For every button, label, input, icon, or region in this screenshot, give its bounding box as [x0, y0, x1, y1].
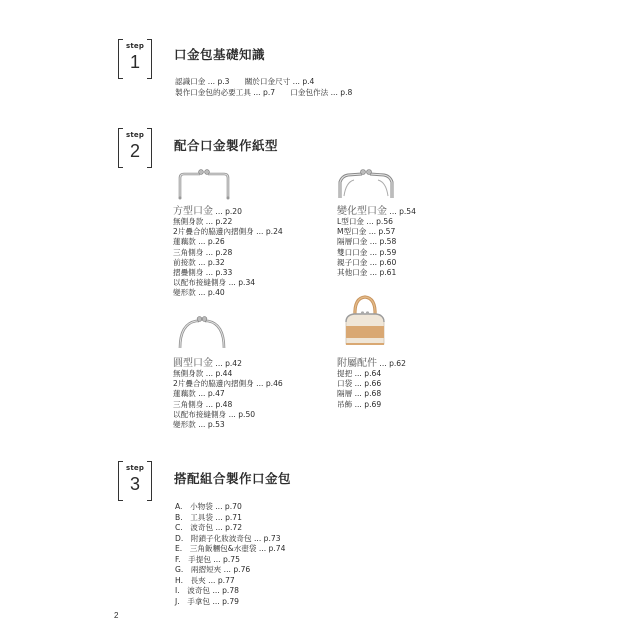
round-frame-list	[173, 369, 283, 430]
list-item: 隔層口金 ... p.58	[337, 237, 397, 247]
list-item: H. 長夾 ... p.77	[175, 575, 235, 585]
list-item: L型口金 ... p.56	[337, 217, 393, 226]
round-frame-page: ... p.42	[213, 359, 242, 368]
list-item: I. 波奇包 ... p.78	[175, 586, 239, 595]
square-frame-label: 方型口金	[173, 206, 213, 217]
square-frame-list	[173, 217, 283, 299]
list-item: 以配布接縫側身 ... p.34	[173, 278, 256, 288]
variant-frame-list	[337, 217, 396, 278]
list-item: A. 小物袋 ... p.70	[175, 502, 242, 511]
step-word: step	[125, 464, 145, 472]
list-item: 蓮藕款 ... p.26	[173, 237, 225, 247]
square-frame-page: ... p.20	[213, 207, 242, 216]
list-item: G. 兩摺短夾 ... p.76	[175, 565, 251, 574]
step1-badge	[118, 39, 152, 79]
list-item: 吊飾 ... p.69	[337, 399, 382, 409]
step-number: 3	[129, 474, 140, 494]
step1-line-2: 製作口金包的必要工具 ... p.7 口金包作法 ... p.8	[175, 88, 353, 97]
step3-list	[175, 502, 285, 607]
list-item: 變形款 ... p.53	[173, 420, 225, 430]
list-item: 2片疊合的脇邊內摺側身 ... p.46	[173, 379, 283, 389]
step1-title: 口金包基礎知識	[174, 47, 266, 62]
list-item: F. 手提包 ... p.75	[175, 554, 240, 564]
list-item: 變形款 ... p.40	[173, 288, 225, 298]
variant-frame-title	[337, 202, 416, 217]
list-item: 其他口金 ... p.61	[337, 268, 397, 278]
step2-badge	[118, 128, 152, 168]
list-item: 無側身款 ... p.22	[173, 217, 233, 226]
step3-title: 搭配組合製作口金包	[174, 471, 292, 486]
list-item: D. 附鎖子化妝波奇包 ... p.73	[175, 533, 281, 543]
page-number: 2	[114, 611, 119, 620]
list-item: 無側身款 ... p.44	[173, 369, 233, 378]
step-word: step	[125, 42, 145, 50]
list-item: J. 手拿包 ... p.79	[175, 596, 239, 606]
list-item: 2片疊合的脇邊內摺側身 ... p.24	[173, 227, 283, 237]
round-frame-title	[173, 354, 242, 369]
list-item: 口袋 ... p.66	[337, 379, 382, 389]
step1-line-1: 認識口金 ... p.3 關於口金尺寸 ... p.4	[175, 77, 315, 86]
round-frame-label: 圓型口金	[173, 358, 213, 369]
handbag-icon	[340, 294, 390, 348]
accessories-title	[337, 354, 406, 369]
list-item: C. 波奇包 ... p.72	[175, 523, 243, 532]
step-word: step	[125, 131, 145, 139]
step2-title: 配合口金製作紙型	[174, 138, 279, 153]
step3-badge	[118, 461, 152, 501]
variant-frame-icon	[334, 168, 398, 200]
list-item: 前接款 ... p.32	[173, 257, 225, 267]
accessories-list	[337, 369, 381, 410]
list-item: 三角側身 ... p.48	[173, 399, 233, 409]
accessories-page: ... p.62	[377, 359, 406, 368]
variant-frame-label: 變化型口金	[337, 206, 387, 217]
list-item: 三角側身 ... p.28	[173, 247, 233, 257]
square-frame-title	[173, 202, 242, 217]
list-item: 以配布接縫側身 ... p.50	[173, 409, 256, 419]
square-frame-icon	[174, 168, 234, 200]
list-item: 蓮藕款 ... p.47	[173, 389, 225, 399]
round-frame-icon	[176, 314, 228, 350]
step-number: 1	[129, 52, 140, 72]
accessories-label: 附屬配件	[337, 358, 377, 369]
list-item: 親子口金 ... p.60	[337, 257, 397, 267]
step-number: 2	[129, 141, 140, 161]
list-item: B. 工具袋 ... p.71	[175, 512, 242, 522]
variant-frame-page: ... p.54	[387, 207, 416, 216]
list-item: 雙口口金 ... p.59	[337, 247, 397, 257]
list-item: 摺疊側身 ... p.33	[173, 268, 233, 278]
list-item: M型口金 ... p.57	[337, 227, 396, 237]
list-item: E. 三角飯糰包&水壺袋 ... p.74	[175, 544, 286, 553]
list-item: 隔層 ... p.68	[337, 389, 382, 399]
list-item: 提把 ... p.64	[337, 369, 382, 378]
